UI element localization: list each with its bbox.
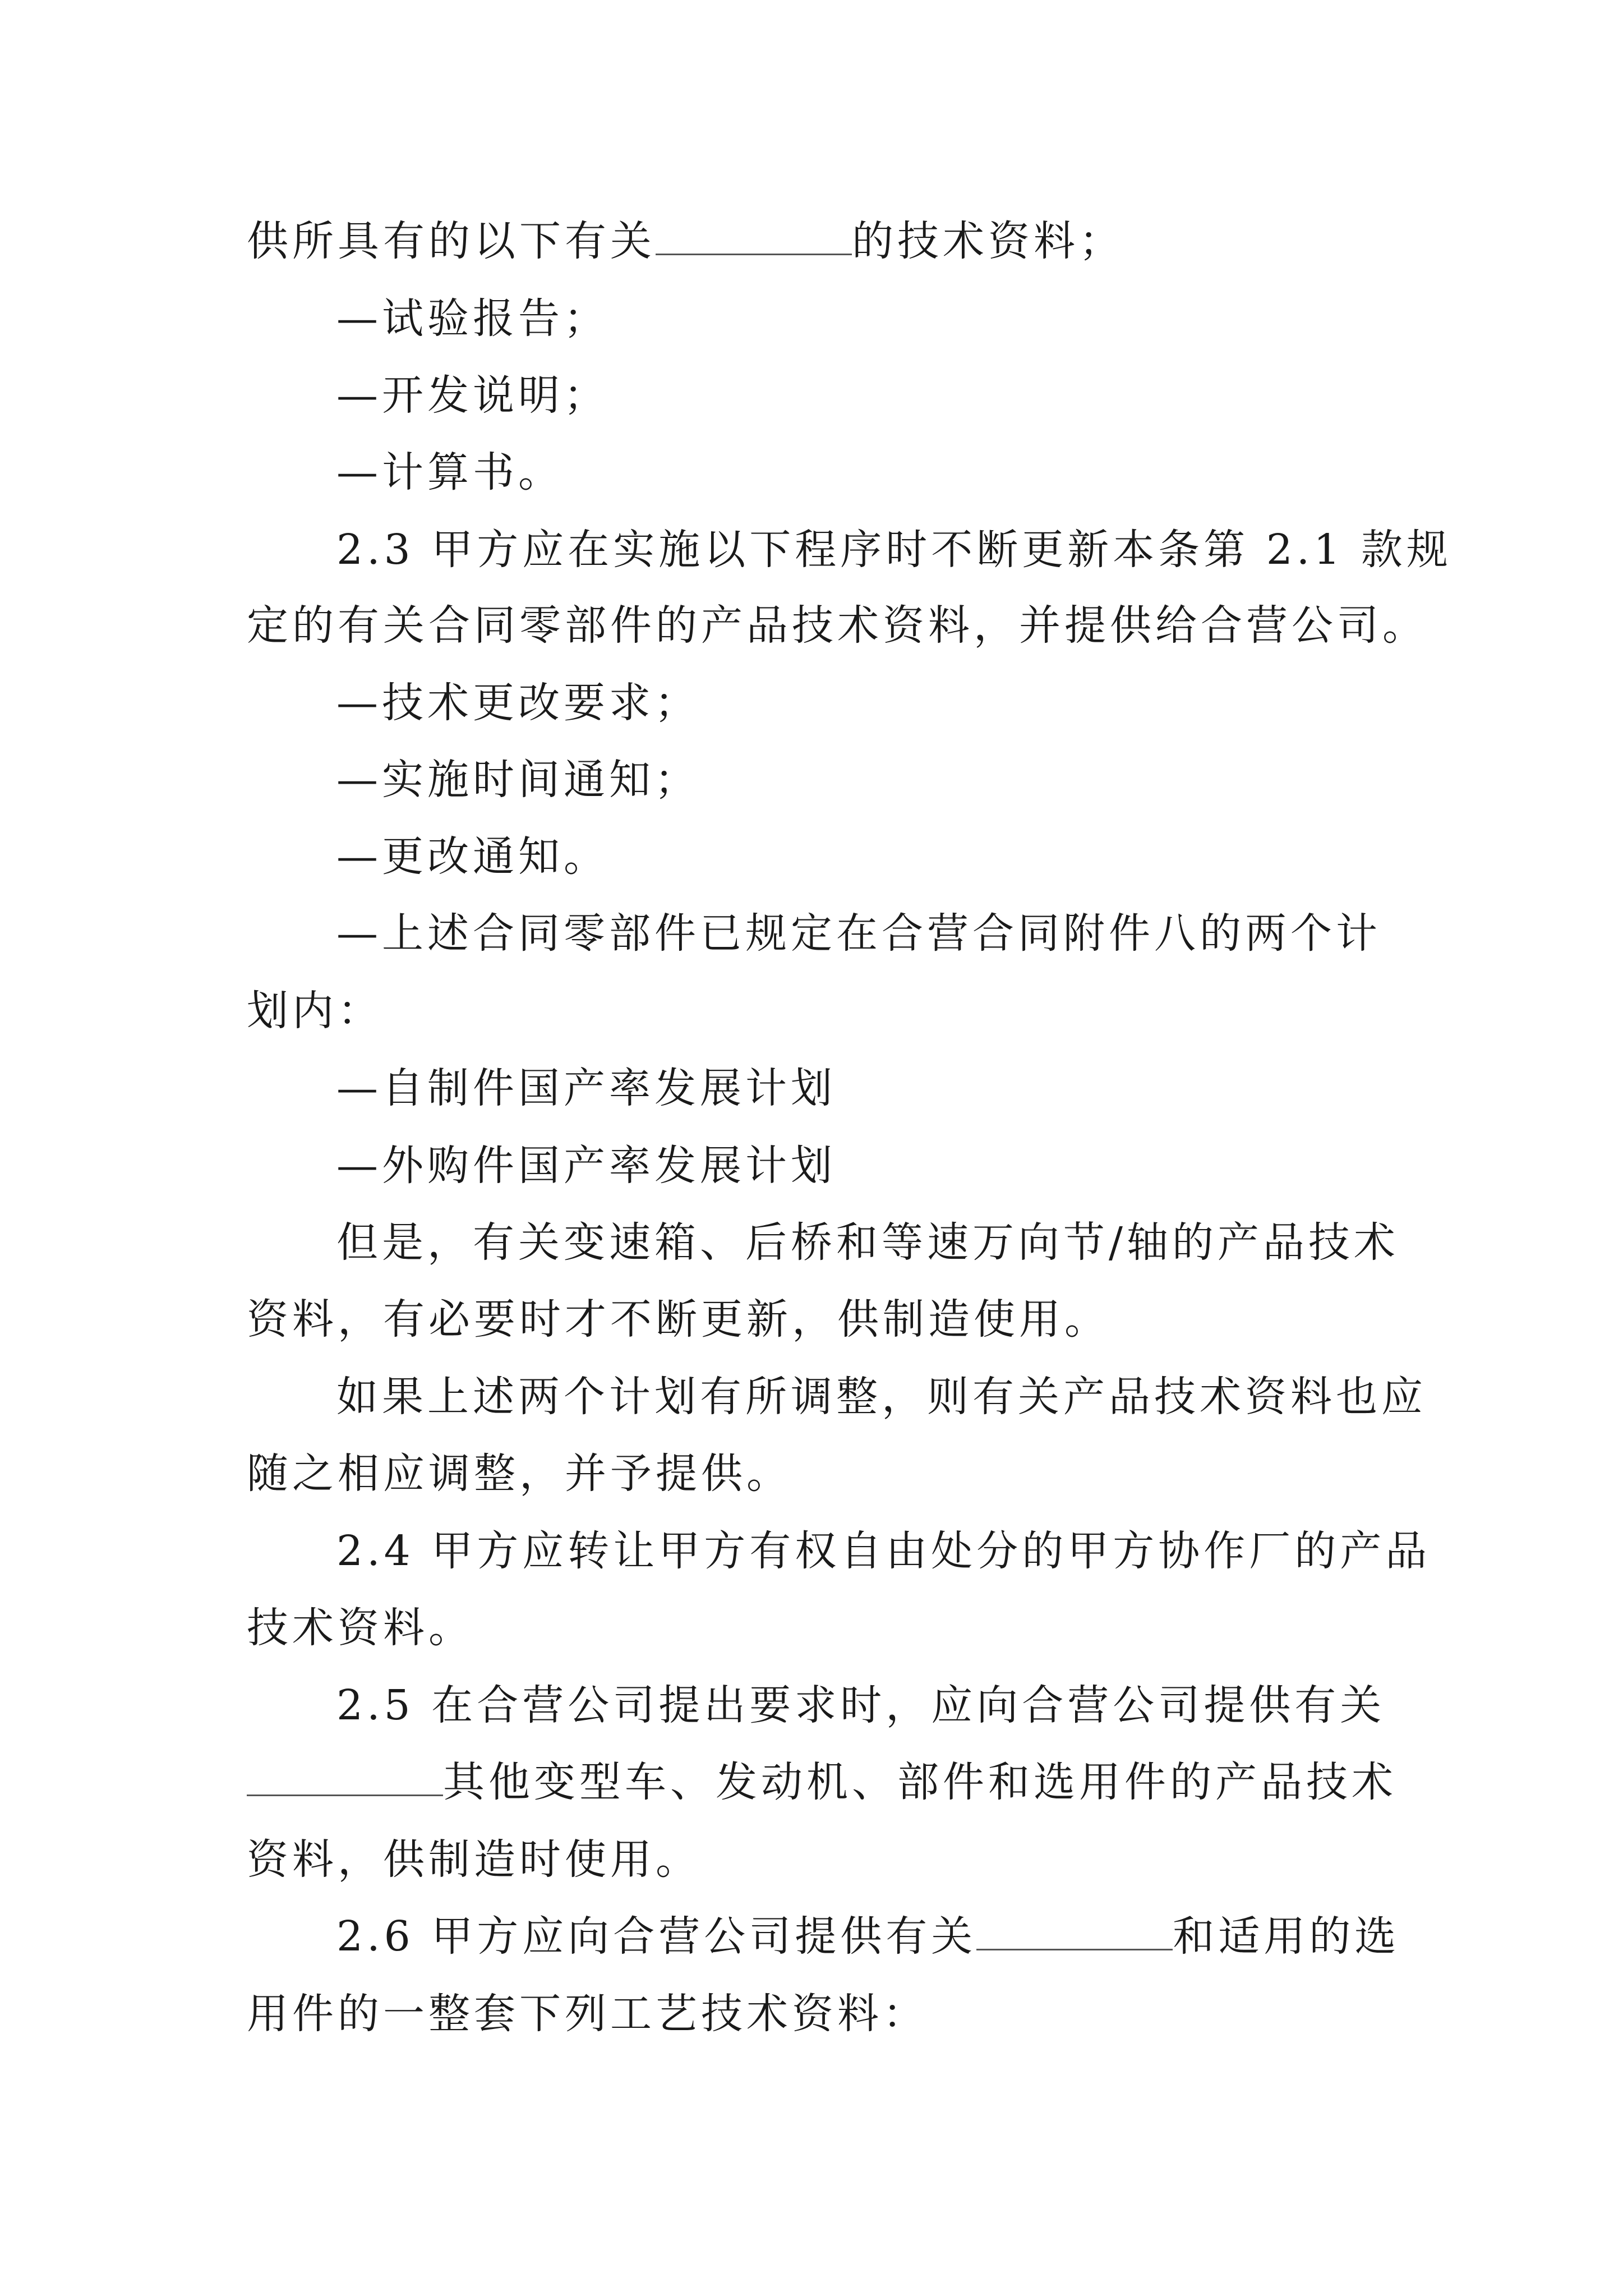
paragraph-however-line-2: 资料，有必要时才不断更新，供制造使用。 <box>247 1295 1110 1343</box>
text-segment: 2.6 甲方应向合营公司提供有关 <box>336 1912 977 1961</box>
list-item-change-notice: —更改通知。 <box>336 832 609 881</box>
clause-2-4-line-1: 2.4 甲方应转让甲方有权自由处分的甲方协作厂的产品 <box>336 1527 1431 1575</box>
fill-in-blank <box>656 221 852 255</box>
paragraph-line-1 <box>247 213 1124 269</box>
list-item-contract-parts-line-2: 划内： <box>247 987 383 1035</box>
paragraph-adjustment-line-1: 如果上述两个计划有所调整，则有关产品技术资料也应 <box>336 1373 1427 1421</box>
list-item-purchased-plan: —外购件国产率发展计划 <box>336 1142 836 1190</box>
text-segment: 和适用的选 <box>1173 1912 1400 1961</box>
clause-2-5-line-3: 资料，供制造时使用。 <box>247 1835 701 1884</box>
paragraph-however-line-1: 但是，有关变速箱、后桥和等速万向节/轴的产品技术 <box>336 1218 1399 1267</box>
clause-2-3-line-2: 定的有关合同零部件的产品技术资料，并提供给合营公司。 <box>247 601 1428 650</box>
list-item-contract-parts-line-1: —上述合同零部件已规定在合营合同附件八的两个计 <box>336 909 1381 958</box>
paragraph-adjustment-line-2: 随之相应调整，并予提供。 <box>247 1450 792 1498</box>
list-item-implementation-notice: —实施时间通知； <box>336 756 700 804</box>
list-item-test-report: —试验报告； <box>336 295 609 343</box>
list-item-self-made-plan: —自制件国产率发展计划 <box>336 1064 836 1112</box>
list-item-development-notes: —开发说明； <box>336 371 609 420</box>
list-item-calculation-book: —计算书。 <box>336 448 564 496</box>
clause-2-6-line-2: 用件的一整套下列工艺技术资料： <box>247 1990 928 2038</box>
clause-2-4-line-2: 技术资料。 <box>247 1604 474 1652</box>
text-segment: 其他变型车、发动机、部件和选用件的产品技术 <box>443 1758 1397 1806</box>
text-segment: 的技术资料； <box>852 217 1124 265</box>
text-segment: 供所具有的以下有关 <box>247 217 656 265</box>
fill-in-blank <box>976 1916 1173 1950</box>
clause-2-5-line-1: 2.5 在合营公司提出要求时，应向合营公司提供有关 <box>336 1681 1386 1729</box>
clause-2-3-line-1: 2.3 甲方应在实施以下程序时不断更新本条第 2.1 款规 <box>336 526 1452 574</box>
fill-in-blank <box>247 1762 443 1796</box>
list-item-tech-change: —技术更改要求； <box>336 679 700 727</box>
clause-2-5-line-2 <box>247 1754 1397 1810</box>
clause-2-6-line-1 <box>336 1908 1400 1964</box>
